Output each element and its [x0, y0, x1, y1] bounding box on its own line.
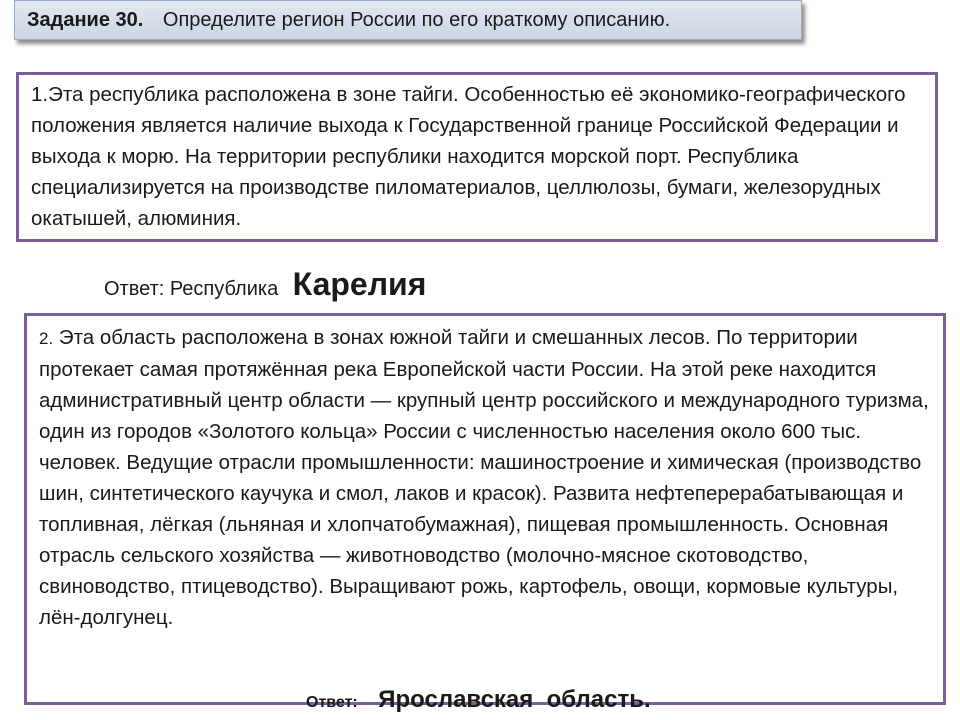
answer-1-label: Ответ: Республика [104, 278, 279, 300]
answer-2 [306, 686, 651, 714]
answer-2-label: Ответ: [306, 694, 358, 711]
question-1-box [16, 72, 938, 242]
question-1-text: 1.Эта республика расположена в зоне тайги. Особенностью её экономико-географического положения является наличие выхода к Государственной границе Российской Федерации и выхода к морю. На территории республики находится морской порт. Республика специализируется на производстве пиломатериалов, целлюлозы, бумаги, железорудных окатышей, алюминия. [31, 83, 906, 230]
answer-2-value: Ярославская область. [378, 686, 651, 713]
question-2-text: Эта область расположена в зонах южной тайги и смешанных лесов. По территории протекает самая протяжённая река Европейской части России. На этой реке находится административный центр области — крупный центр российского и международного туризма, один из городов «Золотого кольца» России с численностью населения около 600 тыс. человек. Ведущие отрасли промышленности: машиностроение и химическая (производство шин, синтетического каучука и смол, лаков и красок). Развита нефтеперерабатывающая и топливная, лёгкая (льняная и хлопчатобумажная), пищевая промышленность. Основная отрасль сельского хозяйства — животноводство (молочно-мясное скотоводство, свиноводство, птицеводство). Выращивают рожь, картофель, овощи, кормовые культуры, лён-долгунец. [39, 326, 929, 629]
answer-1-value: Карелия [292, 266, 427, 302]
task-number: Задание 30. [27, 9, 144, 31]
question-2-number: 2. [39, 329, 54, 348]
task-instruction: Определите регион России по его краткому описанию. [162, 9, 671, 31]
task-header [14, 0, 802, 40]
question-2-box [24, 313, 946, 705]
answer-1 [104, 266, 426, 303]
